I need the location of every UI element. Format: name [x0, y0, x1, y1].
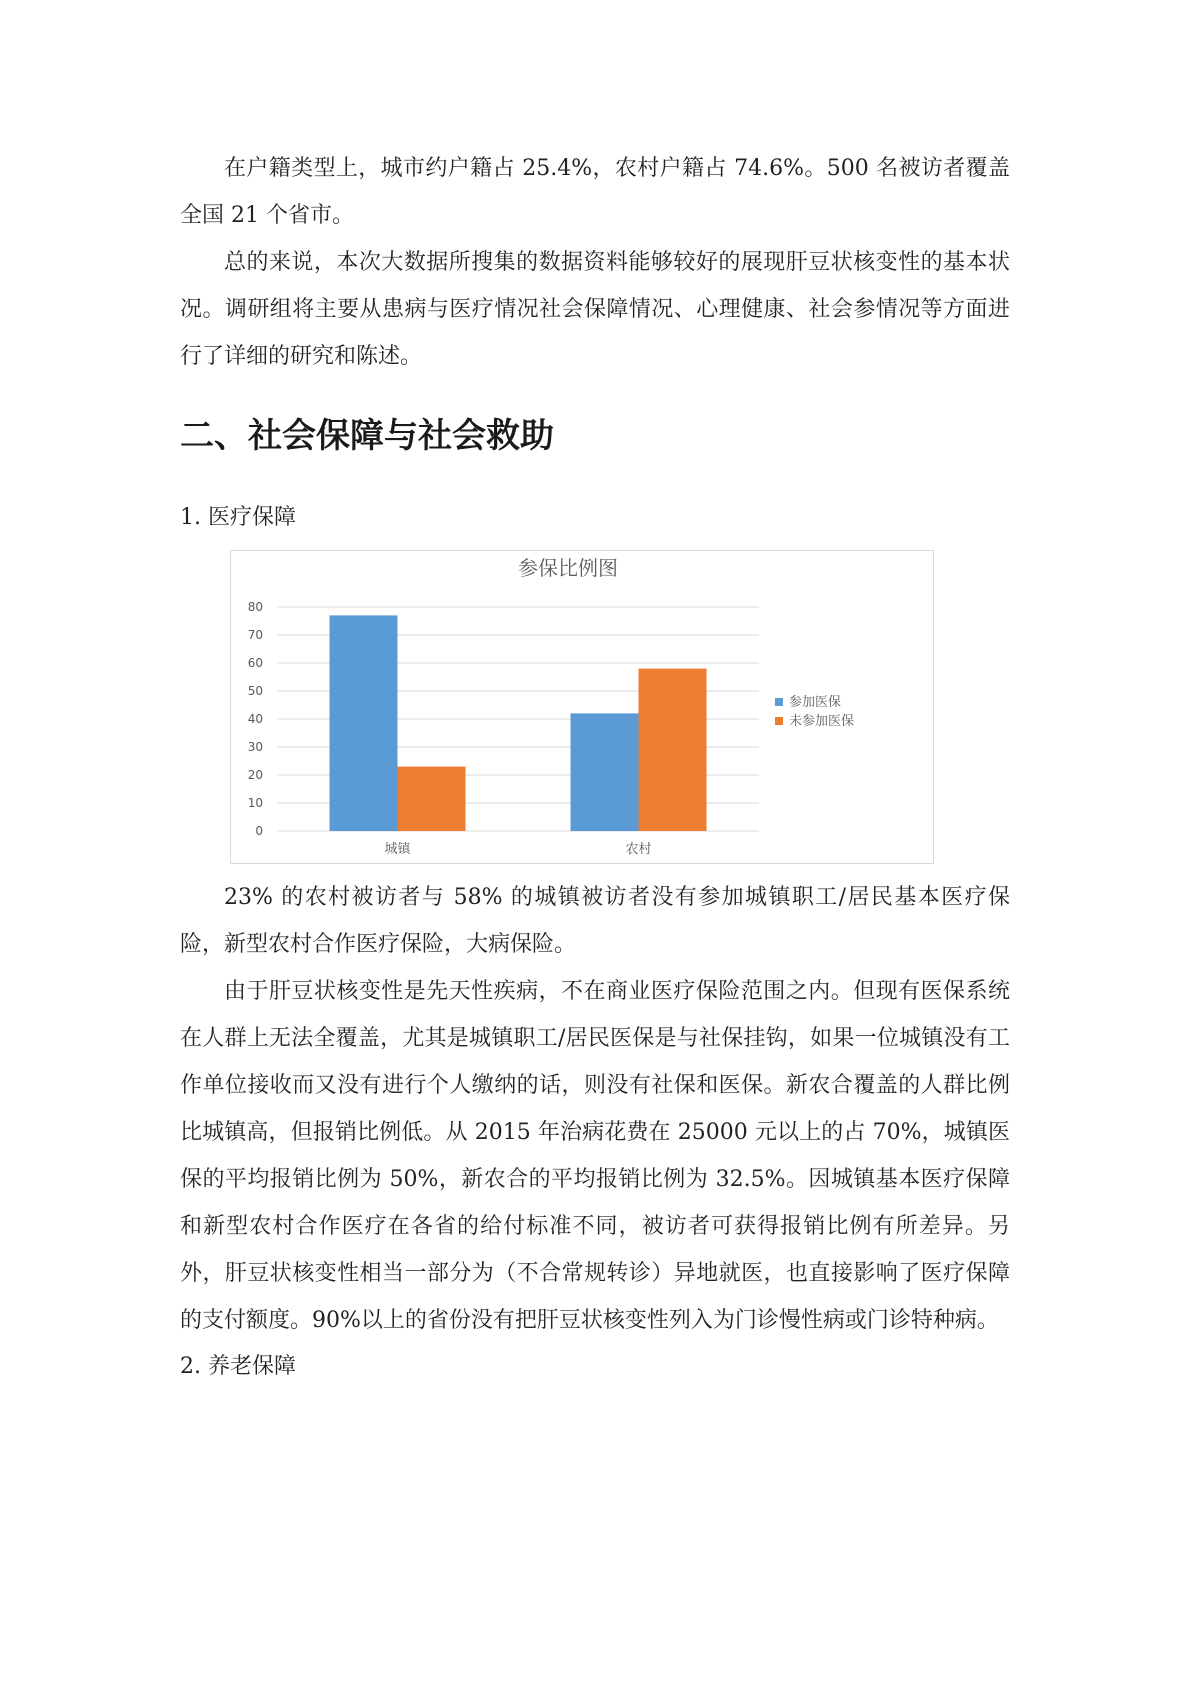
y-tick-label: 10	[247, 796, 263, 810]
legend-swatch	[775, 698, 783, 706]
legend-swatch	[775, 717, 783, 725]
y-tick-label: 60	[247, 656, 263, 670]
x-tick-label: 城镇	[384, 842, 411, 857]
y-tick-label: 70	[247, 628, 263, 642]
x-tick-label: 农村	[625, 842, 652, 857]
y-tick-label: 30	[247, 740, 263, 754]
paragraph-summary: 总的来说，本次大数据所搜集的数据资料能够较好的展现肝豆状核变性的基本状况。调研组将主要从患病与医疗情况社会保障情况、心理健康、社会参情况等方面进行了详细的研究和陈述。	[180, 250, 1010, 369]
y-tick-label: 0	[255, 824, 263, 838]
bar	[639, 669, 707, 831]
legend-label: 未参加医保	[789, 714, 855, 729]
insurance-chart	[230, 550, 934, 864]
bar	[330, 615, 398, 831]
section-title: 二、社会保障与社会救助	[180, 416, 554, 456]
chart-svg	[231, 551, 933, 863]
y-tick-label: 50	[247, 684, 263, 698]
y-tick-label: 40	[247, 712, 263, 726]
document-body	[180, 145, 1010, 1390]
paragraph-household: 在户籍类型上，城市约户籍占 25.4%，农村户籍占 74.6%。500 名被访者覆盖全国 21 个省市。	[180, 156, 1010, 228]
paragraph-uninsured: 23% 的农村被访者与 58% 的城镇被访者没有参加城镇职工/居民基本医疗保险，新型农村合作医疗保险，大病保险。	[180, 885, 1010, 957]
subsection-pension: 2. 养老保障	[180, 1354, 296, 1379]
chart-title: 参保比例图	[518, 556, 618, 580]
y-tick-label: 80	[247, 600, 263, 614]
subsection-medical: 1. 医疗保障	[180, 505, 296, 530]
legend-label: 参加医保	[789, 695, 842, 710]
bar	[398, 767, 466, 831]
paragraph-reimbursement: 由于肝豆状核变性是先天性疾病，不在商业医疗保险范围之内。但现有医保系统在人群上无法全覆盖，尤其是城镇职工/居民医保是与社保挂钩，如果一位城镇没有工作单位接收而又没有进行个人缴纳的话，则没有社保和医保。新农合覆盖的人群比例比城镇高，但报销比例低。从 2015 年治病花费在 25000 元以上的占 70%，城镇医保的平均报销比例为 50%，新农合的平均报销比例为 32.5%。因城镇基本医疗保障和新型农村合作医疗在各省的给付标准不同，被访者可获得报销比例有所差异。另外，肝豆状核变性相当一部分为（不合常规转诊）异地就医，也直接影响了医疗保障的支付额度。90%以上的省份没有把肝豆状核变性列入为门诊慢性病或门诊特种病。	[180, 979, 1010, 1333]
y-tick-label: 20	[247, 768, 263, 782]
bar	[571, 713, 639, 831]
